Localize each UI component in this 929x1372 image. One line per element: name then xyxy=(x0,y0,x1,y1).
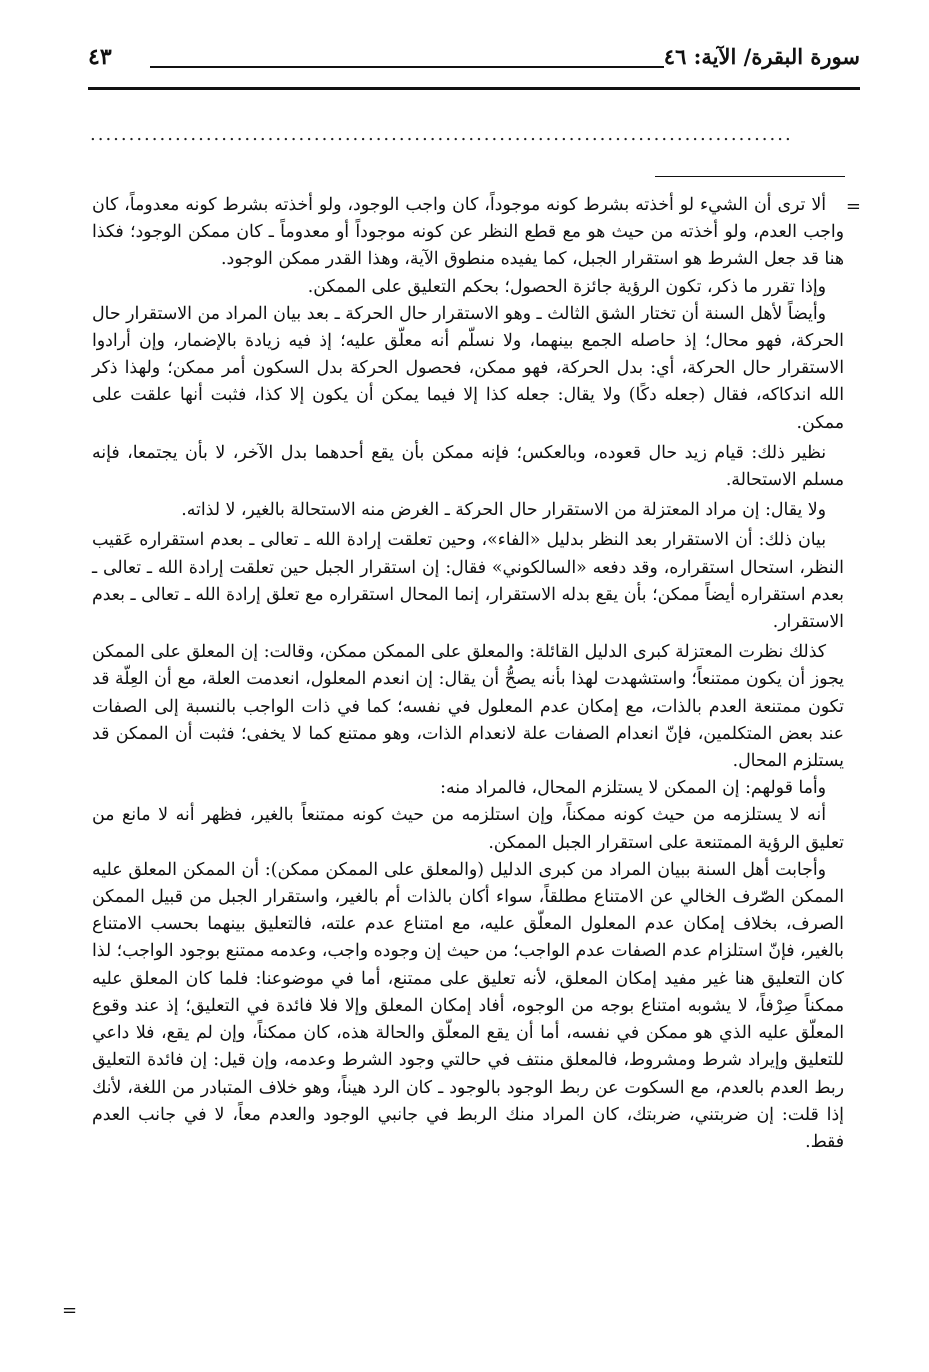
paragraph: وأجابت أهل السنة ببيان المراد من كبرى الدليل (والمعلق على الممكن ممكن): أن الممكن المعلق عليه الممكن الصّرف الخالي عن الامتناع مطلقاً، سواء أكان بالذات أم بالغير، واستقرار الجبل من قبيل الممكن الصرف، بخلاف إمكان عدم المعلول المعلّق عليه، مع امتناع عدم علته، فالتعليق بينهما بحسب الامتناع بالغير، فإنّ استلزام عدم الصفات عدم الواجب؛ من حيث إن وجوده واجب، وعدمه ممتنع بوجود الواجب؛ لذا كان التعليق هنا غير مفيد إمكان المعلق، لأنه تعليق على ممتنع، أما في موضوعنا: فلما كان المعلق عليه ممكناً صِرْفاً، لا يشوبه امتناع بوجه من الوجوه، أفاد إمكان المعلق وإلا فلا فائدة في التعليق؛ إذ عند وقوع المعلّق عليه الذي هو ممكن في نفسه، أما أن يقع المعلّق والحالة هذه، كان ممكناً، وإن لم يقع، فلا داعي للتعليق وإيراد شرط ومشروط، فالمعلق منتف في حالتي وجود الشرط وعدمه، وإن قيل: إن فائدة التعليق ربط العدم بالعدم، مع السكوت عن ربط الوجود بالوجود ـ كان الرد هيناً، وهو خلاف المتبادر من اللغة، لأنك إذا قلت: إن ضربتني، ضربتك، كان المراد منك الربط في جانبي الوجود والعدم معاً، لا في جانب العدم فقط. xyxy=(92,859,844,1152)
header-line xyxy=(150,66,664,68)
continuation-mark-end: = xyxy=(62,1300,78,1321)
paragraph: ألا ترى أن الشيء لو أخذته بشرط كونه موجوداً، كان واجب الوجود، ولو أخذته بشرط كونه معدوماً، كان واجب العدم، ولو أخذته من حيث هو مع قطع النظر عن كونه موجوداً أو معدوماً ـ كان ممكن الوجود؛ فكذا هنا قد جعل الشرط هو استقرار الجبل، كما يفيده منطوق الآية، وهذا القدر ممكن الوجود. xyxy=(92,195,844,270)
page-number: ٤٣ xyxy=(88,44,112,70)
footnote-rule xyxy=(655,176,845,177)
paragraph: بيان ذلك: أن الاستقرار بعد النظر بدليل «الفاء»، وحين تعلقت إرادة الله ـ تعالى ـ بعدم استقراره عَقيب النظر، استحال استقراره، وقد دفعه «السالكوني» فقال: إن استقرار الجبل حين تعلقت إرادة الله ـ تعالى ـ بعدم استقراره أيضاً ممكن؛ بأن يقع بدله الاستقرار، إنما المحال استقراره مع تعلق إرادة الله ـ تعالى ـ بعدم الاستقرار. xyxy=(92,530,844,633)
dotted-separator: ........................................................................................... xyxy=(90,124,793,145)
paragraph: وإذا تقرر ما ذكر، تكون الرؤية جائزة الحصول؛ بحكم التعليق على الممكن. xyxy=(307,276,826,297)
footnote-text xyxy=(92,192,844,1156)
paragraph: نظير ذلك: قيام زيد حال قعوده، وبالعكس؛ فإنه ممكن بأن يقع أحدهما بدل الآخر، لا بأن يجتمعا، فإنه مسلم الاستحالة. xyxy=(92,442,844,491)
running-header xyxy=(88,42,860,84)
header-rule xyxy=(88,87,860,90)
paragraph: كذلك نظرت المعتزلة كبرى الدليل القائلة: والمعلق على الممكن ممكن، وقالت: إن المعلق على الممكن يجوز أن يكون ممتنعاً؛ واستشهدت لهذا بأنه يصحُّ أن يقال: إن انعدم المعلول، انعدمت العلة، مع أن العِلّة قد تكون ممتنعة العدم بالذات، مع إمكان عدم المعلول في نفسه؛ كما في ذات الواجب بالنسبة إلى الصفات عند بعض المتكلمين، فإنّ انعدام الصفات علة لانعدام الذات، وهو ممتنع كما لا يخفى؛ فثبت أن الممكن قد يستلزم المحال. xyxy=(92,642,844,772)
paragraph: وأما قولهم: إن الممكن لا يستلزم المحال، فالمراد منه: xyxy=(440,778,826,799)
header-title: سورة البقرة/ الآية: ٤٦ xyxy=(663,44,860,69)
paragraph: ولا يقال: إن مراد المعتزلة من الاستقرار حال الحركة ـ الغرض منه الاستحالة بالغير، لا لذاته. xyxy=(181,500,826,521)
continuation-mark-start: = xyxy=(845,196,861,217)
paragraph: أنه لا يستلزمه من حيث كونه ممكناً، وإن استلزمه من حيث كونه ممتنعاً بالغير، فظهر أنه لا مانع من تعليق الرؤية الممتنعة على استقرار الجبل الممكن. xyxy=(92,805,844,853)
paragraph: وأيضاً لأهل السنة أن تختار الشق الثالث ـ وهو الاستقرار حال الحركة ـ بعد بيان المراد من الاستقرار حال الحركة، فهو محال؛ إذ حاصله الجمع بينهما، ولا نسلّم أنه معلّق عليه؛ إذ فيه زيادة بالإضمار، وإن أرادوا الاستقرار حال الحركة، أي: بدل الحركة، فهو ممكن، فحصول الحركة بدل السكون أمر ممكن؛ ولهذا ذكر الله اندكاكه، فقال (جعله دكًا) ولا يقال: جعله كذا إلا فيما يمكن أن يكون إلا كذا، فثبت أنها علقت على ممكن. xyxy=(92,303,844,433)
